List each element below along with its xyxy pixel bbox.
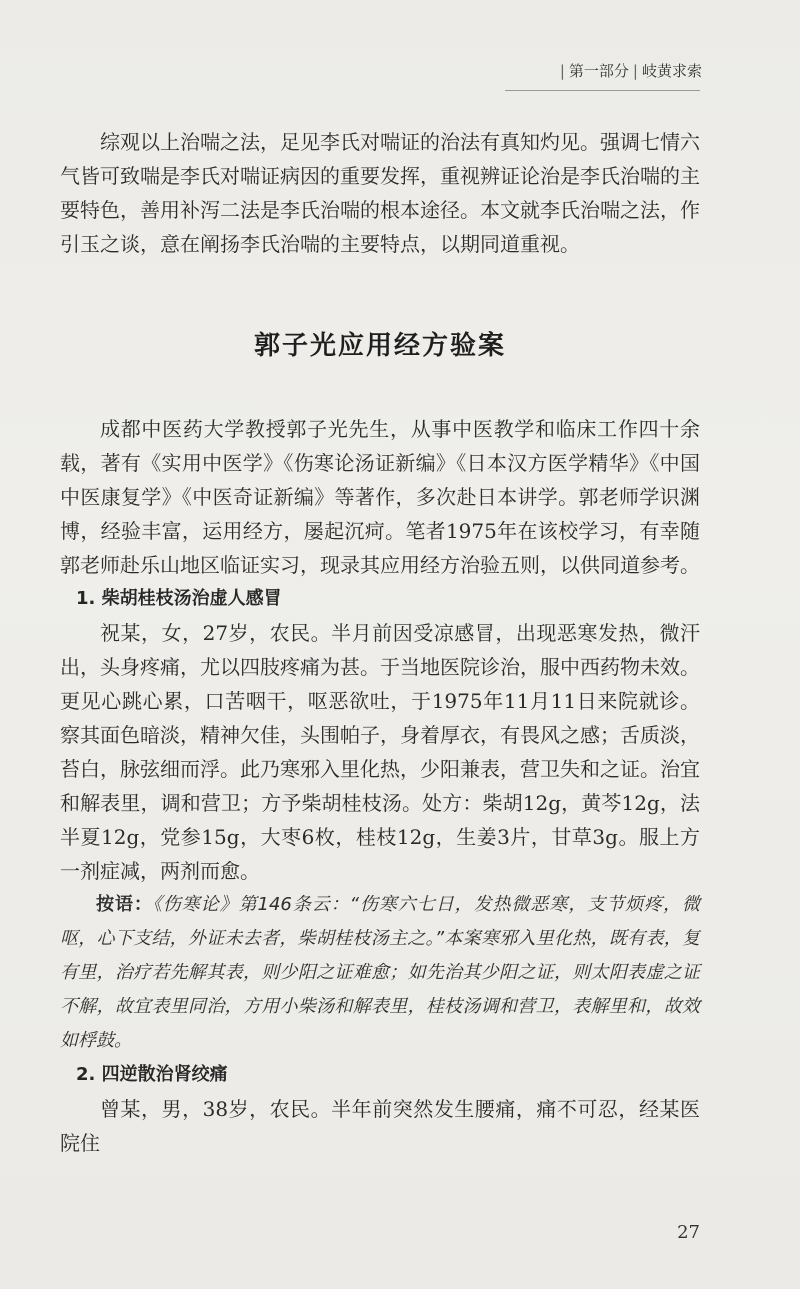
header-rule <box>505 90 700 91</box>
case-1-heading: 1. 柴胡桂枝汤治虚人感冒 <box>76 588 282 609</box>
case-1-commentary <box>60 888 700 1058</box>
case-1-text: 祝某，女，27岁，农民。半月前因受凉感冒，出现恶寒发热，微汗出，头身疼痛，尤以四肢疼痛为甚。于当地医院诊治，服中西药物未效。更见心跳心累，口苦咽干，呕恶欲吐，于1975年11月11日来院就诊。察其面色暗淡，精神欠佳，头围帕子，身着厚衣，有畏风之感；舌质淡，苔白，脉弦细而浮。此乃寒邪入里化热，少阳兼表，营卫失和之证。治宜和解表里，调和营卫；方予柴胡桂枝汤。处方：柴胡12g，黄芩12g，法半夏12g，党参15g，大枣6枚，桂枝12g，生姜3片，甘草3g。服上方一剂症减，两剂而愈。 <box>60 621 700 883</box>
header-part: 第一部分 <box>568 62 629 80</box>
intro-paragraph: 综观以上治喘之法，足见李氏对喘证的治法有真知灼见。强调七情六气皆可致喘是李氏对喘证病因的重要发挥，重视辨证论治是李氏治喘的主要特色，善用补泻二法是李氏治喘的根本途径。本文就李氏治喘之法，作引玉之谈，意在阐扬李氏治喘的主要特点，以期同道重视。 <box>60 130 700 256</box>
article-title: 郭子光应用经方验案 <box>253 331 506 361</box>
header-separator: | <box>559 62 565 80</box>
article-opening-paragraph: 成都中医药大学教授郭子光先生，从事中医教学和临床工作四十余载，著有《实用中医学》《伤寒论汤证新编》《日本汉方医学精华》《中国中医康复学》《中医奇证新编》等著作，多次赴日本讲学。郭老师学识渊博，经验丰富，运用经方，屡起沉疴。笔者1975年在该校学习，有幸随郭老师赴乐山地区临证实习，现录其应用经方治验五则，以供同道参考。 <box>60 417 700 577</box>
page-number: 27 <box>677 1222 700 1243</box>
page-content <box>60 125 700 1160</box>
case-2-heading: 2. 四逆散治肾绞痛 <box>76 1064 228 1085</box>
case-2-text: 曾某，男，38岁，农民。半年前突然发生腰痛，痛不可忍，经某医院住 <box>60 1097 700 1155</box>
header-section: 岐黄求索 <box>641 62 702 80</box>
commentary-label: 按语： <box>96 894 153 915</box>
running-header <box>500 60 702 81</box>
header-separator: | <box>632 62 638 80</box>
commentary-text: 《伤寒论》第146条云：“伤寒六七日，发热微恶寒，支节烦疼，微呕，心下支结，外证未去者，柴胡桂枝汤主之。”本案寒邪入里化热，既有表，复有里，治疗若先解其表，则少阳之证难愈；如先治其少阳之证，则太阳表虚之证不解，故宜表里同治，方用小柴汤和解表里，桂枝汤调和营卫，表解里和，故效如桴鼓。 <box>60 894 700 1051</box>
